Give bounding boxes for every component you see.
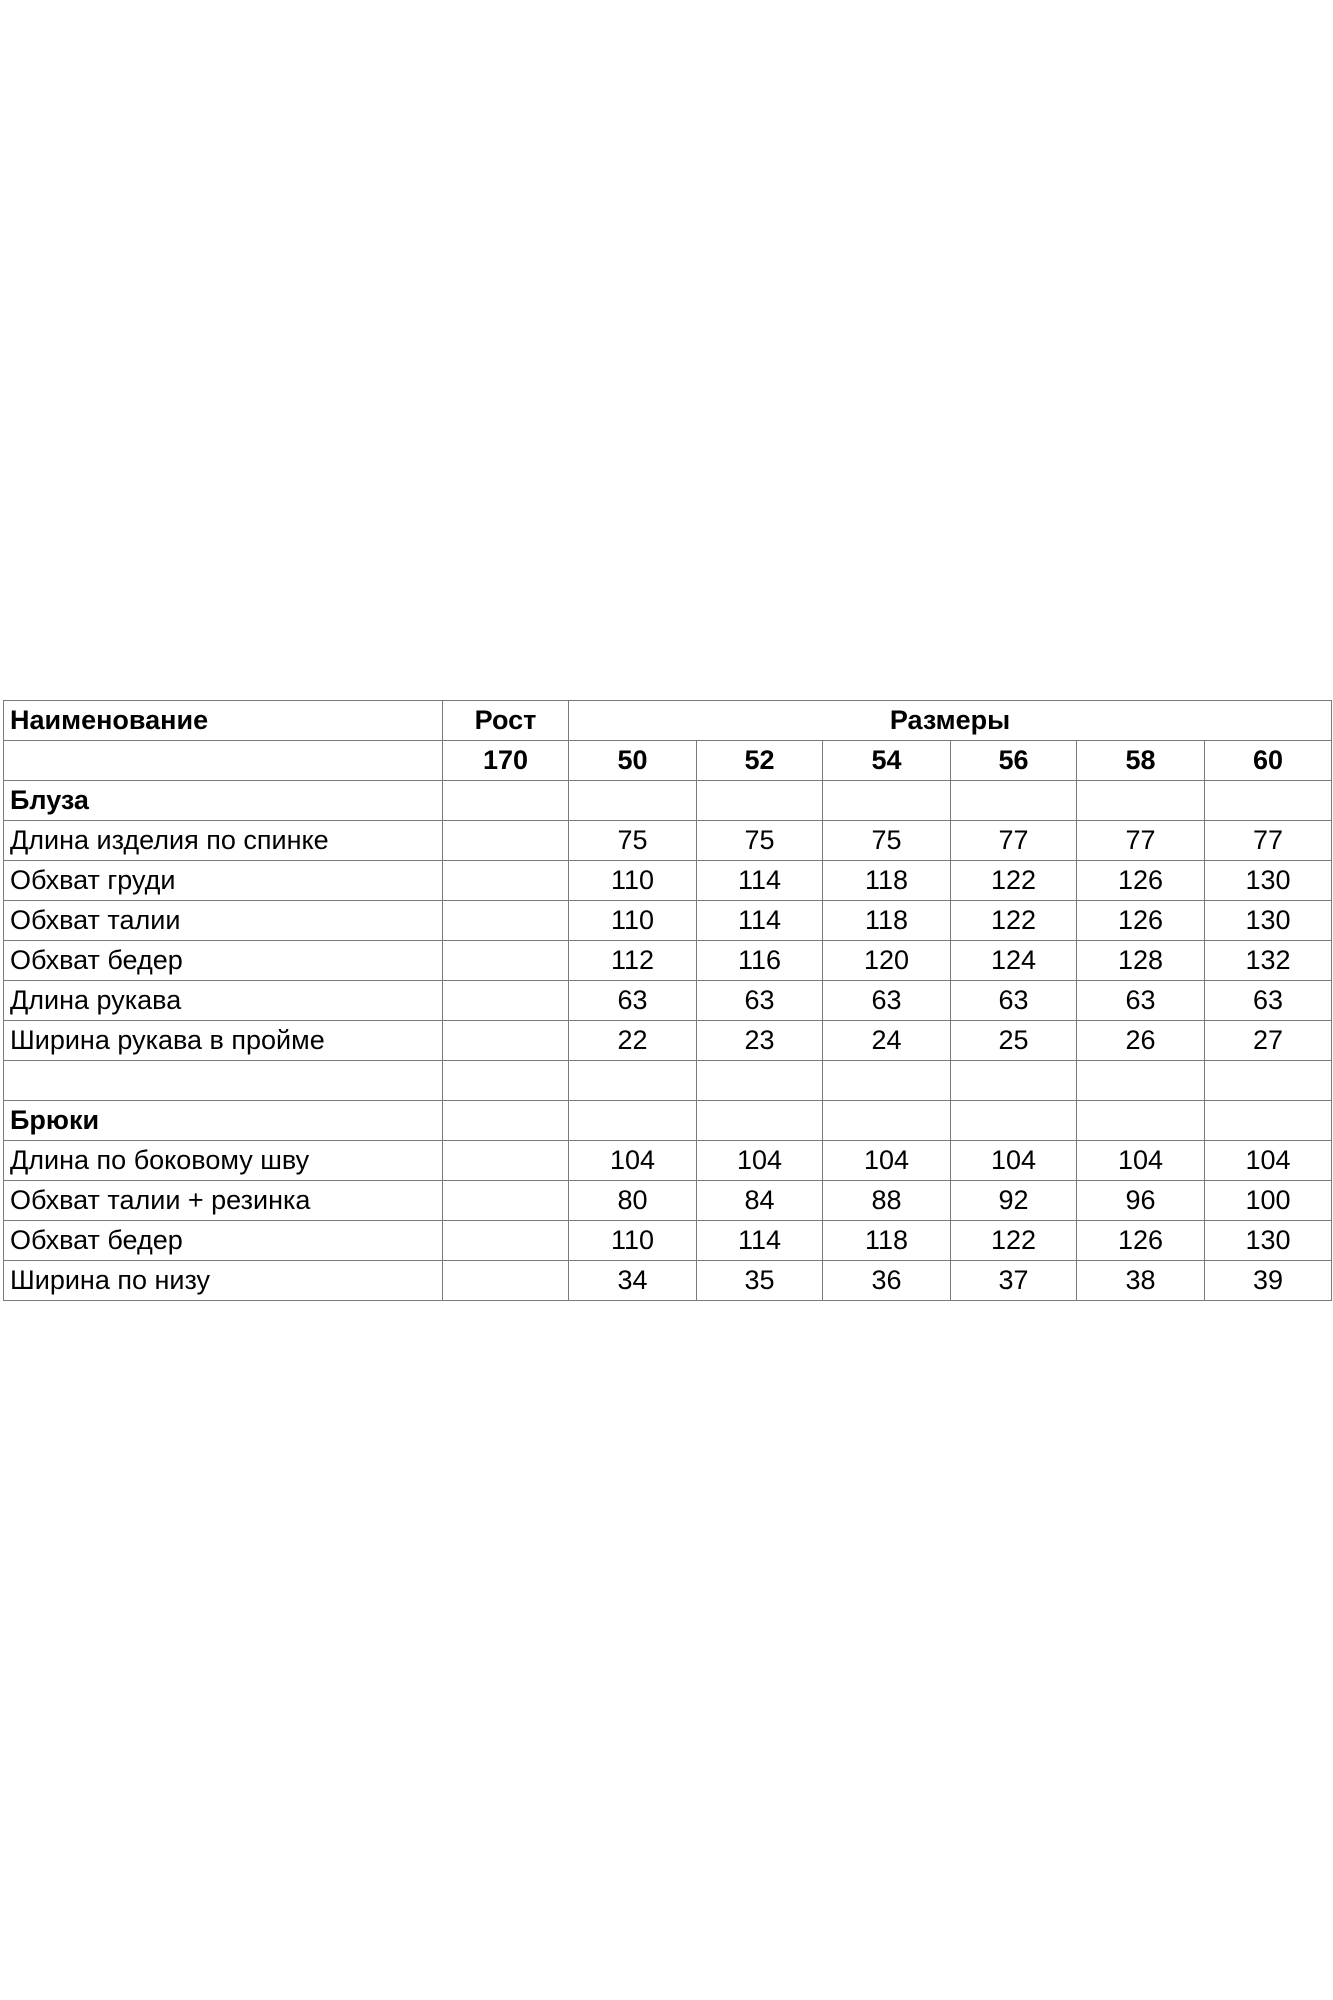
empty-cell: [1077, 1061, 1205, 1101]
size-header-cell: 50: [569, 741, 697, 781]
measurement-value: 104: [697, 1141, 823, 1181]
empty-cell: [697, 1061, 823, 1101]
section-title: Брюки: [4, 1101, 443, 1141]
empty-cell: [1077, 781, 1205, 821]
measurement-value: 63: [823, 981, 951, 1021]
measurement-value: 36: [823, 1261, 951, 1301]
measurement-value: 126: [1077, 1221, 1205, 1261]
measurement-value: 96: [1077, 1181, 1205, 1221]
measurement-value: 77: [951, 821, 1077, 861]
measurement-value: 122: [951, 861, 1077, 901]
header-row-titles: [4, 701, 1332, 741]
measurement-value: 92: [951, 1181, 1077, 1221]
empty-cell: [1205, 1101, 1332, 1141]
height-cell: [443, 1221, 569, 1261]
measurement-value: 35: [697, 1261, 823, 1301]
measurement-value: 132: [1205, 941, 1332, 981]
measurement-row: [4, 821, 1332, 861]
name-column-header: Наименование: [4, 701, 443, 741]
measurement-value: 34: [569, 1261, 697, 1301]
section-title-row: [4, 781, 1332, 821]
measurement-value: 77: [1205, 821, 1332, 861]
measurement-row: [4, 901, 1332, 941]
measurement-value: 24: [823, 1021, 951, 1061]
sizes-column-header: Размеры: [569, 701, 1332, 741]
measurement-value: 118: [823, 861, 951, 901]
measurement-value: 104: [569, 1141, 697, 1181]
height-cell: [443, 861, 569, 901]
height-cell: [443, 1181, 569, 1221]
empty-cell: [823, 1101, 951, 1141]
section-title-row: [4, 1101, 1332, 1141]
measurement-value: 75: [697, 821, 823, 861]
empty-cell: [4, 1061, 443, 1101]
measurement-value: 126: [1077, 901, 1205, 941]
measurement-value: 120: [823, 941, 951, 981]
empty-cell: [823, 781, 951, 821]
measurement-value: 80: [569, 1181, 697, 1221]
measurement-label: Обхват груди: [4, 861, 443, 901]
empty-cell: [569, 1101, 697, 1141]
empty-cell: [1205, 1061, 1332, 1101]
measurement-value: 118: [823, 1221, 951, 1261]
measurement-label: Длина изделия по спинке: [4, 821, 443, 861]
measurement-row: [4, 1141, 1332, 1181]
measurement-value: 104: [823, 1141, 951, 1181]
empty-cell: [569, 781, 697, 821]
measurement-value: 63: [1205, 981, 1332, 1021]
height-cell: [443, 1141, 569, 1181]
height-cell: [443, 941, 569, 981]
measurement-value: 75: [569, 821, 697, 861]
measurement-row: [4, 861, 1332, 901]
empty-cell: [951, 1101, 1077, 1141]
measurement-value: 130: [1205, 901, 1332, 941]
measurement-value: 110: [569, 861, 697, 901]
height-column-header: Рост: [443, 701, 569, 741]
measurement-value: 114: [697, 1221, 823, 1261]
measurement-label: Длина рукава: [4, 981, 443, 1021]
empty-cell: [1205, 781, 1332, 821]
measurement-value: 110: [569, 1221, 697, 1261]
measurement-row: [4, 981, 1332, 1021]
measurement-value: 38: [1077, 1261, 1205, 1301]
measurement-row: [4, 1021, 1332, 1061]
measurement-label: Обхват бедер: [4, 1221, 443, 1261]
measurement-value: 112: [569, 941, 697, 981]
measurement-value: 75: [823, 821, 951, 861]
empty-cell: [823, 1061, 951, 1101]
measurement-row: [4, 1221, 1332, 1261]
measurement-value: 26: [1077, 1021, 1205, 1061]
measurement-value: 110: [569, 901, 697, 941]
measurement-value: 63: [697, 981, 823, 1021]
height-cell: [443, 981, 569, 1021]
empty-cell: [951, 1061, 1077, 1101]
measurement-value: 63: [951, 981, 1077, 1021]
height-cell: [443, 821, 569, 861]
measurement-label: Обхват талии + резинка: [4, 1181, 443, 1221]
measurement-label: Длина по боковому шву: [4, 1141, 443, 1181]
size-header-cell: 52: [697, 741, 823, 781]
size-header-cell: 56: [951, 741, 1077, 781]
measurement-value: 63: [1077, 981, 1205, 1021]
empty-cell: [1077, 1101, 1205, 1141]
size-header-cell: 58: [1077, 741, 1205, 781]
measurement-value: 84: [697, 1181, 823, 1221]
empty-cell: [569, 1061, 697, 1101]
measurement-value: 104: [1205, 1141, 1332, 1181]
measurement-value: 122: [951, 901, 1077, 941]
empty-cell: [443, 1101, 569, 1141]
size-header-cell: 60: [1205, 741, 1332, 781]
measurement-value: 104: [1077, 1141, 1205, 1181]
empty-cell: [951, 781, 1077, 821]
measurement-label: Ширина по низу: [4, 1261, 443, 1301]
measurement-value: 77: [1077, 821, 1205, 861]
height-cell: [443, 1261, 569, 1301]
measurement-row: [4, 941, 1332, 981]
measurement-label: Обхват талии: [4, 901, 443, 941]
measurement-value: 39: [1205, 1261, 1332, 1301]
measurement-value: 23: [697, 1021, 823, 1061]
measurement-row: [4, 1261, 1332, 1301]
measurement-value: 126: [1077, 861, 1205, 901]
measurement-value: 122: [951, 1221, 1077, 1261]
height-cell: [443, 901, 569, 941]
measurement-value: 114: [697, 861, 823, 901]
empty-cell: [443, 1061, 569, 1101]
height-value: 170: [443, 741, 569, 781]
size-header-cell: 54: [823, 741, 951, 781]
measurement-value: 37: [951, 1261, 1077, 1301]
measurement-value: 130: [1205, 861, 1332, 901]
measurement-label: Обхват бедер: [4, 941, 443, 981]
measurement-value: 22: [569, 1021, 697, 1061]
measurement-value: 63: [569, 981, 697, 1021]
measurement-value: 118: [823, 901, 951, 941]
empty-cell: [697, 781, 823, 821]
spacer-row: [4, 1061, 1332, 1101]
measurement-value: 104: [951, 1141, 1077, 1181]
section-title: Блуза: [4, 781, 443, 821]
measurement-value: 114: [697, 901, 823, 941]
height-cell: [443, 1021, 569, 1061]
measurement-value: 124: [951, 941, 1077, 981]
measurement-row: [4, 1181, 1332, 1221]
measurement-label: Ширина рукава в пройме: [4, 1021, 443, 1061]
empty-cell: [4, 741, 443, 781]
size-chart-table: [3, 700, 1332, 1301]
measurement-value: 25: [951, 1021, 1077, 1061]
empty-cell: [697, 1101, 823, 1141]
measurement-value: 88: [823, 1181, 951, 1221]
measurement-value: 128: [1077, 941, 1205, 981]
measurement-value: 100: [1205, 1181, 1332, 1221]
measurement-value: 27: [1205, 1021, 1332, 1061]
size-chart-body: [4, 701, 1332, 1301]
measurement-value: 116: [697, 941, 823, 981]
empty-cell: [443, 781, 569, 821]
header-row-values: [4, 741, 1332, 781]
measurement-value: 130: [1205, 1221, 1332, 1261]
